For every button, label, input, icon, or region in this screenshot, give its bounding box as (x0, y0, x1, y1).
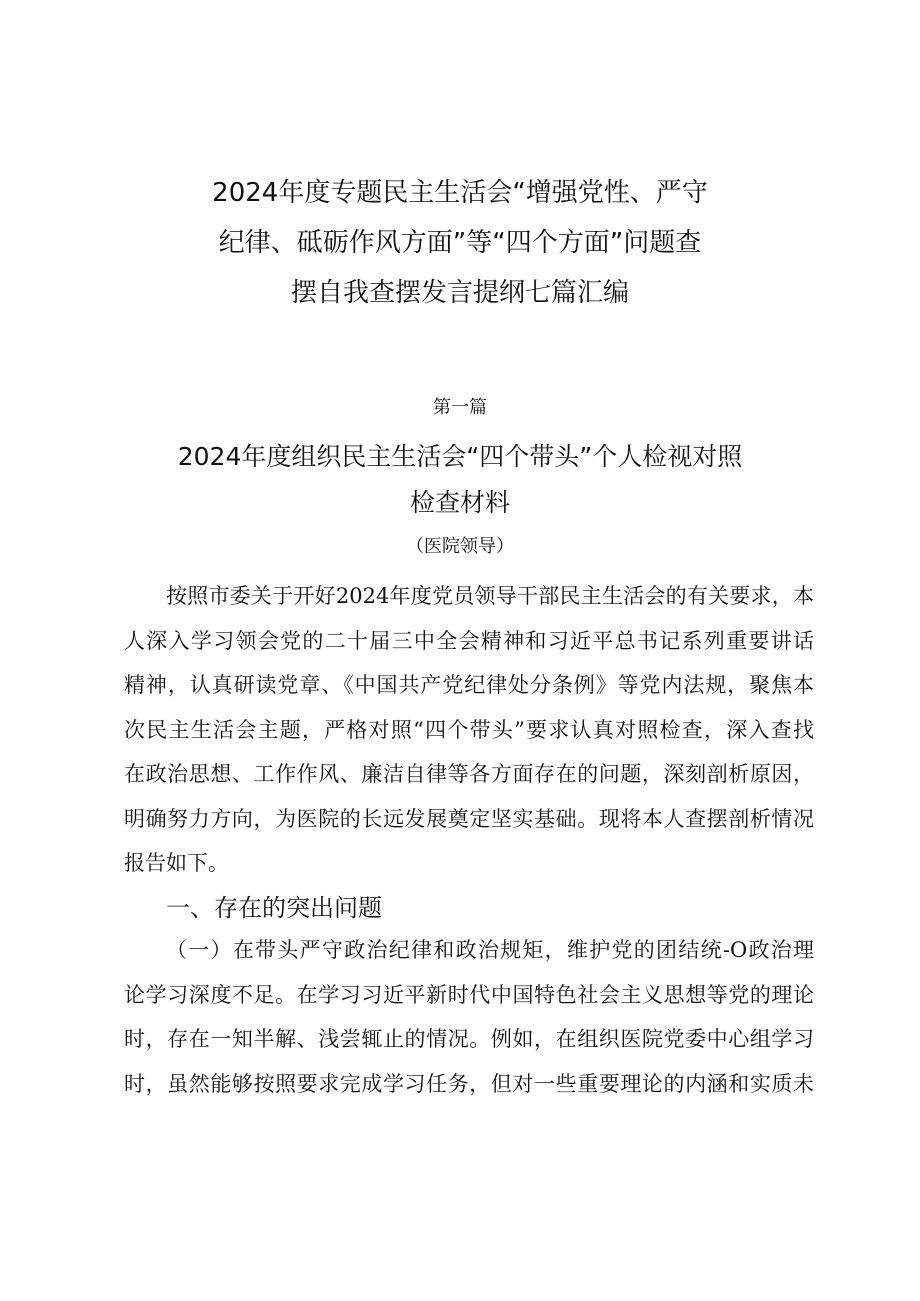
paragraph-line: 明确努力方向，为医院的长远发展奠定坚实基础。现将本人查摆剖析情况 (124, 806, 814, 831)
paragraph-line: 人深入学习领会党的二十届三中全会精神和习近平总书记系列重要讲话 (124, 628, 814, 653)
section-heading: 一、存在的突出问题 (166, 894, 382, 922)
audience-note: （医院领导） (406, 536, 514, 557)
paragraph-line: 精神，认真研读党章、《中国共产党纪律处分条例》等党内法规，聚焦本 (124, 673, 814, 697)
paragraph-line: 时，存在一知半解、浅尝辄止的情况。例如，在组织医院党委中心组学习 (124, 1027, 814, 1051)
chapter-title (100, 434, 820, 526)
chapter-title-line: 2024年度组织民主生活会“四个带头”个人检视对照 (177, 442, 743, 471)
paragraph-line: 次民主生活会主题，严格对照“四个带头”要求认真对照检查，深入查找 (124, 717, 814, 742)
chapter-title-line: 检查材料 (409, 488, 510, 517)
chapter-label: 第一篇 (433, 397, 487, 418)
paragraph-line: 报告如下。 (124, 851, 229, 875)
intro-paragraph (124, 574, 814, 886)
title-line: 2024年度专题民主生活会“增强党性、严守 (212, 178, 708, 208)
problem-paragraph (124, 928, 814, 1106)
paragraph-line: 时，虽然能够按照要求完成学习任务，但对一些重要理论的内涵和实质未 (124, 1071, 814, 1096)
paragraph-line: 按照市委关于开好2024年度党员领导干部民主生活会的有关要求，本 (166, 584, 814, 608)
paragraph-line: 论学习深度不足。在学习习近平新时代中国特色社会主义思想等党的理论 (124, 982, 814, 1007)
paragraph-line: 在政治思想、工作作风、廉洁自律等各方面存在的问题，深刻剖析原因， (124, 762, 814, 786)
title-line: 摆自我查摆发言提纲七篇汇编 (290, 278, 629, 308)
title-line: 纪律、砥砺作风方面”等“四个方面”问题查 (218, 228, 702, 258)
document-title (100, 168, 820, 318)
paragraph-line: （一）在带头严守政治纪律和政治规矩，维护党的团结统-O政治理 (166, 938, 814, 962)
